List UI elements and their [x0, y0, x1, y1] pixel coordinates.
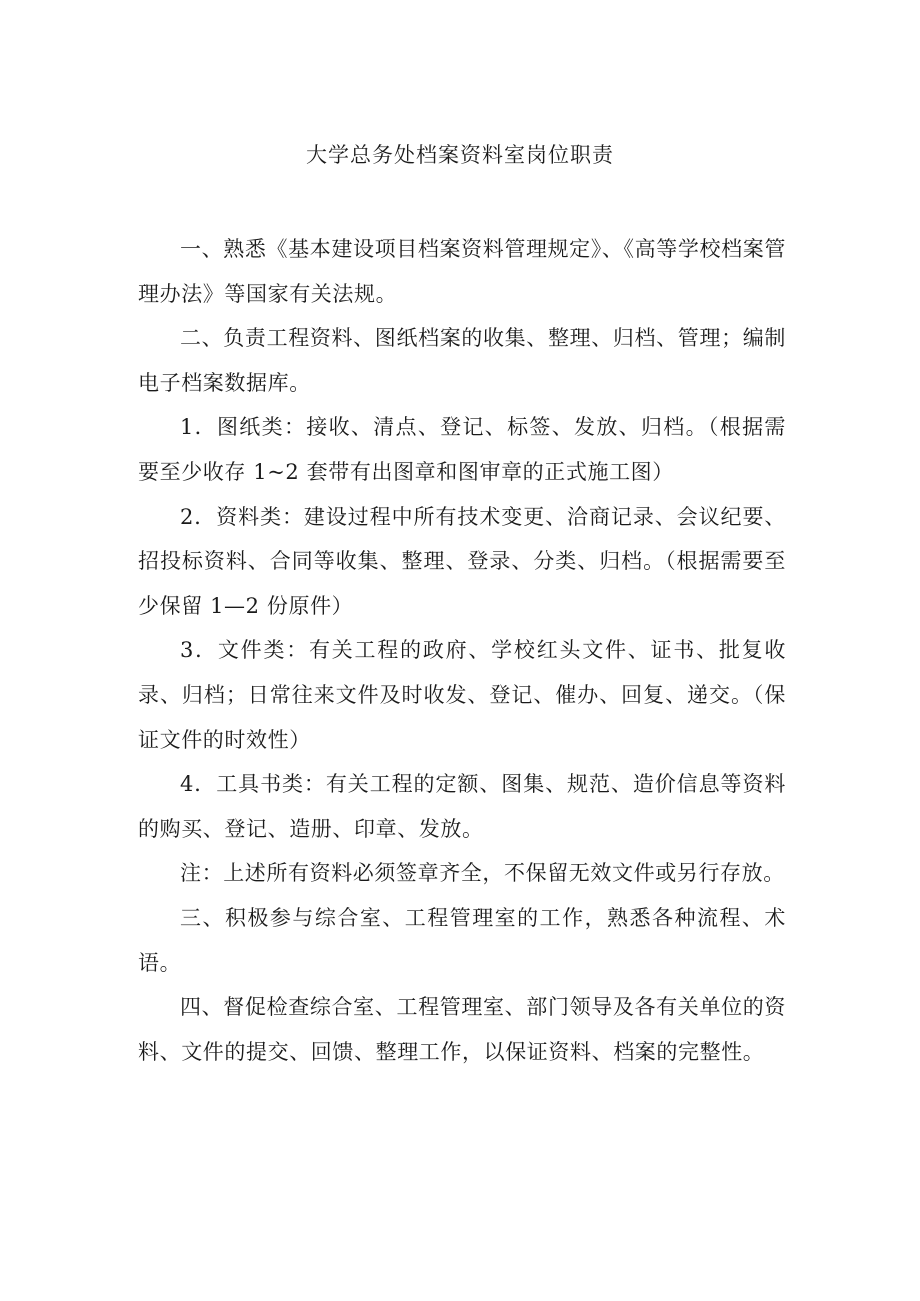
document-body	[138, 227, 786, 1074]
paragraph-item-1: 一、熟悉《基本建设项目档案资料管理规定》、《高等学校档案管理办法》等国家有关法规。	[138, 237, 786, 306]
paragraph-item-3: 三、积极参与综合室、工程管理室的工作，熟悉各种流程、术语。	[138, 905, 786, 975]
paragraph-item-4: 四、督促检查综合室、工程管理室、部门领导及各有关单位的资料、文件的提交、回馈、整理工作，以保证资料、档案的完整性。	[138, 995, 786, 1064]
document-title: 大学总务处档案资料室岗位职责	[306, 143, 614, 167]
paragraph-materials: 2．资料类：建设过程中所有技术变更、洽商记录、会议纪要、招投标资料、合同等收集、整理、登录、分类、归档。（根据需要至少保留 1—2 份原件）	[138, 504, 786, 618]
paragraph-item-2: 二、负责工程资料、图纸档案的收集、整理、归档、管理；编制电子档案数据库。	[138, 326, 786, 395]
paragraph-drawings: 1．图纸类：接收、清点、登记、标签、发放、归档。（根据需要至少收存 1~2 套带有出图章和图审章的正式施工图）	[138, 415, 786, 484]
paragraph-note: 注：上述所有资料必须签章齐全，不保留无效文件或另行存放。	[180, 861, 785, 886]
paragraph-files: 3．文件类：有关工程的政府、学校红头文件、证书、批复收录、归档；日常往来文件及时收发、登记、催办、回复、递交。（保证文件的时效性）	[138, 638, 786, 752]
paragraph-reference-books: 4．工具书类：有关工程的定额、图集、规范、造价信息等资料的购买、登记、造册、印章、发放。	[138, 772, 786, 841]
